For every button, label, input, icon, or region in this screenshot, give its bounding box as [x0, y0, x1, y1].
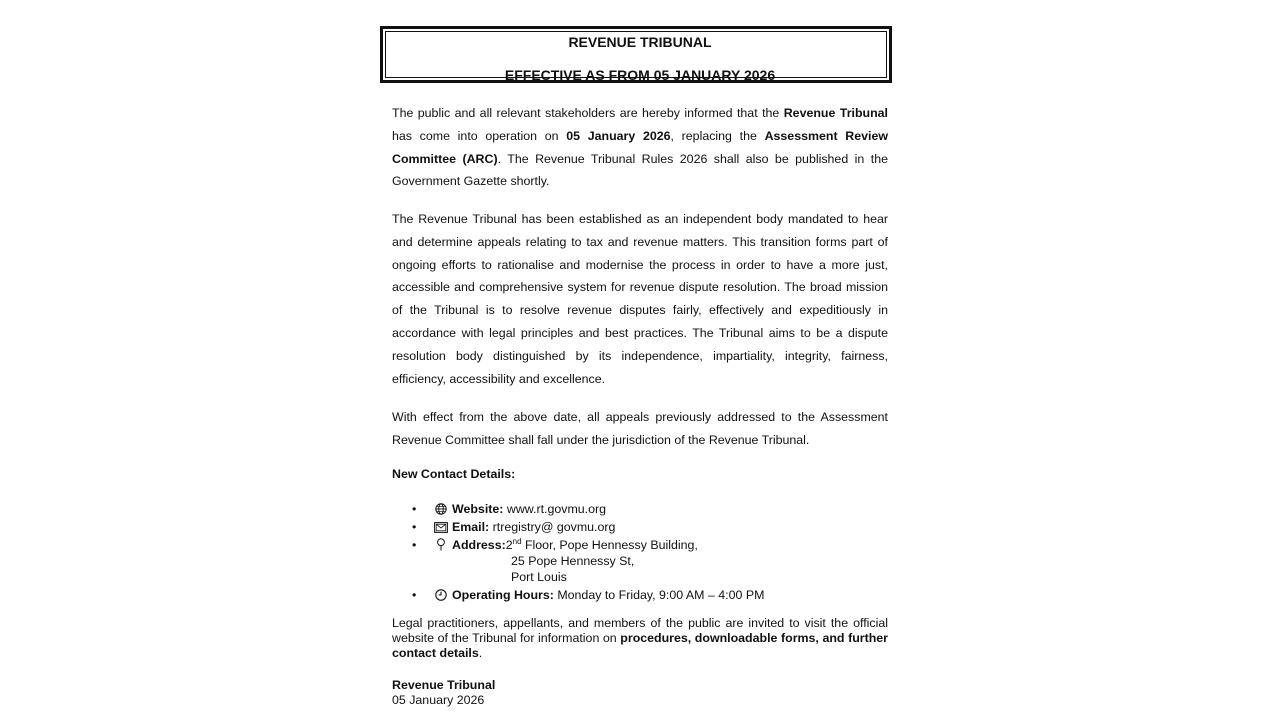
address-label: Address: [452, 538, 506, 552]
contact-details-heading: New Contact Details: [392, 467, 516, 481]
signature-organization: Revenue Tribunal [392, 678, 496, 692]
bullet: • [412, 502, 417, 516]
email-label: Email: [452, 520, 490, 534]
website-value[interactable]: www.rt.govmu.org [503, 502, 607, 516]
bullet: • [412, 520, 417, 534]
address-line-1: Floor, Pope Hennessy Building, [521, 538, 698, 552]
paragraph-mission: The Revenue Tribunal has been established as an independent body mandated to hear and determine appeals relating to tax and revenue matters. This transition forms part of ongoing efforts to rationalise and modernise the process in order to have a more just, accessible and comprehensive system for revenue dispute resolution. The broad mission of the Tribunal is to resolve revenue disputes fairly, effectively and expeditiously in accordance with legal principles and best practices. The Tribunal aims to be a dispute resolution body distinguished by its independence, impartiality, integrity, fairness, efficiency, accessibility and excellence. [392, 212, 888, 386]
notice-title: REVENUE TRIBUNAL [568, 34, 712, 50]
address-line-3: Port Louis [511, 570, 567, 584]
contact-list [392, 501, 764, 605]
website-label: Website: [452, 502, 504, 516]
globe-icon [434, 501, 448, 517]
contact-hours [392, 587, 764, 603]
bullet: • [412, 588, 417, 602]
map-pin-icon [434, 537, 448, 553]
contact-website [392, 501, 764, 517]
contact-address [392, 537, 764, 585]
hours-label: Operating Hours: [452, 588, 554, 602]
notice-subtitle: EFFECTIVE AS FROM 05 JANUARY 2026 [504, 67, 776, 83]
clock-icon [434, 587, 448, 603]
contact-email [392, 519, 764, 535]
signature-date: 05 January 2026 [392, 693, 485, 707]
hours-value: Monday to Friday, 9:00 AM – 4:00 PM [553, 588, 765, 602]
paragraph-effect: With effect from the above date, all appeals previously addressed to the Assessment Revenue Committee shall fall under the jurisdiction of the Revenue Tribunal. [392, 410, 888, 447]
envelope-icon [434, 519, 448, 535]
bullet: • [412, 538, 417, 552]
paragraph-intro: The public and all relevant stakeholders are hereby informed that the Revenue Tribunal has come into operation on 05 January 2026, replacing the Assessment Review Committee (ARC). The Revenue Tribunal Rules 2026 shall also be published in the Government Gazette shortly. [392, 106, 888, 189]
address-line-2: 25 Pope Hennessy St, [511, 554, 635, 568]
email-value[interactable]: rtregistry@ govmu.org [489, 520, 616, 534]
paragraph-invitation: Legal practitioners, appellants, and members of the public are invited to visit the official website of the Tribunal for information on procedures, downloadable forms, and further contact details. [392, 616, 888, 660]
address-floor-suffix: nd [512, 536, 522, 546]
address-floor: 2 [505, 538, 513, 552]
